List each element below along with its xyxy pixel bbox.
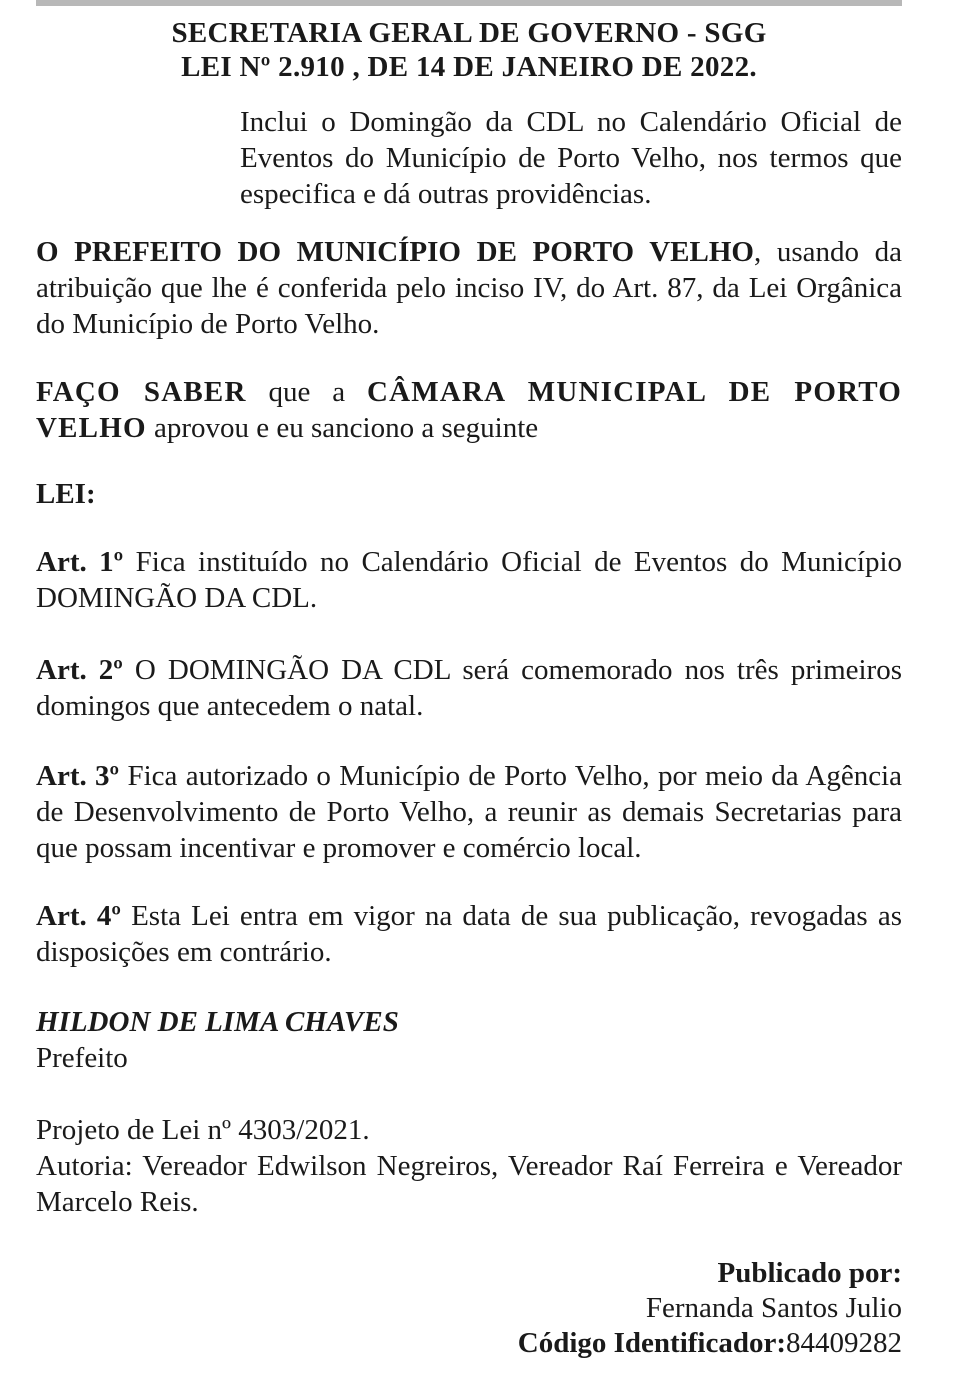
article-2-text: O DOMINGÃO DA CDL será comemorado nos três primeiros domingos que antecedem o natal. (36, 654, 903, 722)
article-3-label: Art. 3º (36, 760, 120, 792)
enactment-lead: FAÇO SABER (36, 376, 247, 408)
signer-name: HILDON DE LIMA CHAVES (36, 1006, 399, 1038)
identifier-label: Código Identificador: (517, 1327, 786, 1359)
preamble-text: , usando da atribuição que lhe é conferida pelo inciso IV, do Art. 87, da Lei Orgânica do Município de Porto Velho. (36, 236, 902, 340)
enactment-paragraph (36, 374, 902, 446)
bill-number: Projeto de Lei nº 4303/2021. (36, 1114, 370, 1146)
enactment-chamber: CÂMARA MUNICIPAL DE PORTO VELHO (36, 376, 902, 444)
header-agency: SECRETARIA GERAL DE GOVERNO - SGG (171, 17, 767, 49)
article-2 (36, 652, 902, 724)
article-4 (36, 898, 902, 970)
top-rule (36, 0, 902, 6)
enactment-text-1: que a (246, 376, 367, 408)
bill-info (36, 1112, 902, 1220)
enactment-text-2: aprovou e eu sanciono a seguinte (146, 412, 539, 444)
preamble-authority: O PREFEITO DO MUNICÍPIO DE PORTO VELHO (36, 236, 754, 268)
article-3-text: Fica autorizado o Município de Porto Velho, por meio da Agência de Desenvolvimento de Porto Velho, a reunir as demais Secretarias para que possam incentivar e promover e comércio local. (36, 760, 902, 864)
article-4-label: Art. 4º (36, 900, 121, 932)
signer-role: Prefeito (36, 1042, 128, 1074)
publisher-name: Fernanda Santos Julio (645, 1292, 902, 1324)
article-3 (36, 758, 902, 866)
document-page (36, 16, 902, 1361)
document-header (36, 16, 902, 84)
identifier-code (36, 1326, 902, 1361)
bill-authors: Autoria: Vereador Edwilson Negreiros, Vereador Raí Ferreira e Vereador Marcelo Reis. (36, 1150, 902, 1218)
article-1 (36, 544, 902, 616)
article-2-label: Art. 2º (36, 654, 123, 686)
preamble-paragraph (36, 234, 902, 342)
article-1-text: Fica instituído no Calendário Oficial de Eventos do Município DOMINGÃO DA CDL. (36, 546, 903, 614)
publication-title: Publicado por: (717, 1257, 902, 1289)
header-law-title: LEI Nº 2.910 , DE 14 DE JANEIRO DE 2022. (181, 51, 757, 83)
article-4-text: Esta Lei entra em vigor na data de sua publicação, revogadas as disposições em contrário. (36, 900, 902, 968)
law-summary: Inclui o Domingão da CDL no Calendário Oficial de Eventos do Município de Porto Velho, nos termos que especifica e dá outras providências. (240, 106, 902, 210)
identifier-value: 84409282 (786, 1327, 902, 1359)
publication-info (36, 1256, 902, 1361)
law-label: LEI: (36, 478, 96, 510)
article-1-label: Art. 1º (36, 546, 124, 578)
